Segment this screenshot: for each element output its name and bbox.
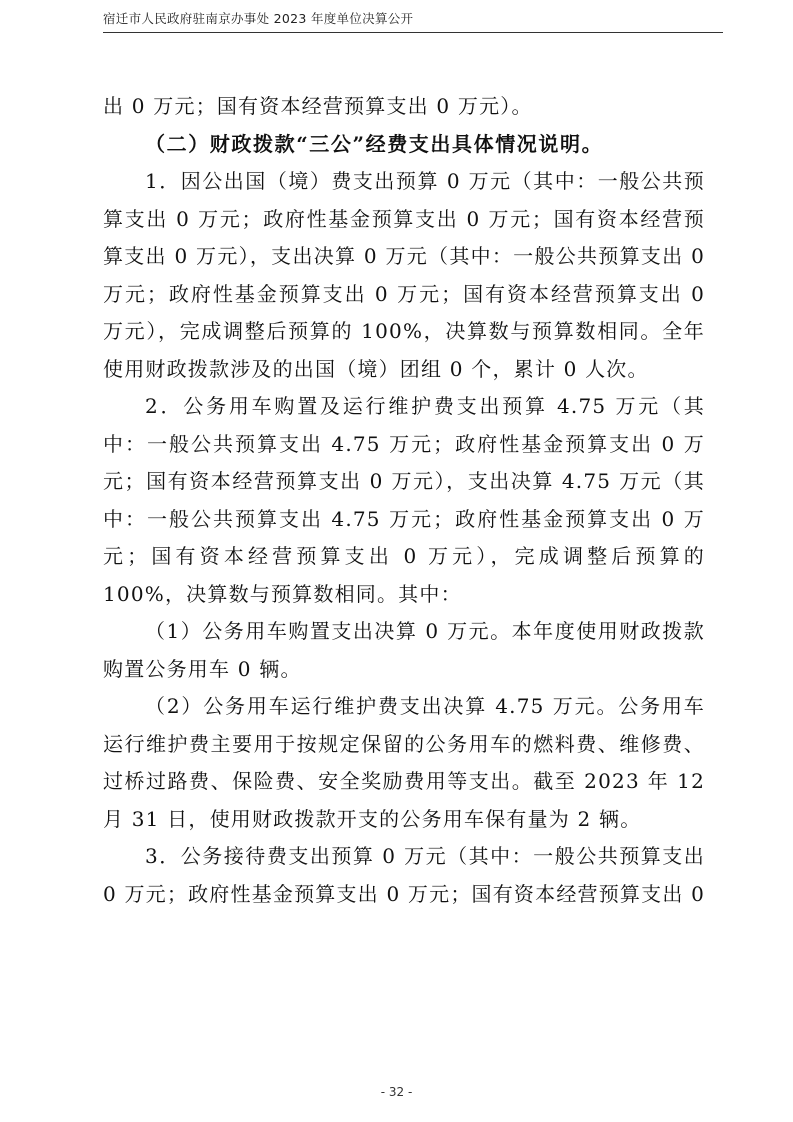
paragraph-vehicle-maintenance: （2）公务用车运行维护费支出决算 4.75 万元。公务用车运行维护费主要用于按规定保留的公务用车的燃料费、维修费、过桥过路费、保险费、安全奖励费用等支出。截至 2023 年 12 月 31 日，使用财政拨款开支的公务用车保有量为 2 辆。: [103, 694, 705, 831]
page-number: - 32 -: [380, 1085, 413, 1099]
document-body: [103, 88, 705, 913]
paragraph-overseas-travel: 1．因公出国（境）费支出预算 0 万元（其中：一般公共预算支出 0 万元；政府性基金预算支出 0 万元；国有资本经营预算支出 0 万元），支出决算 0 万元（其中：一般公共预算支出 0 万元；政府性基金预算支出 0 万元；国有资本经营预算支出 0 万元），完成调整后预算的 100%，决算数与预算数相同。全年使用财政拨款涉及的出国（境）团组 0 个，累计 0 人次。: [103, 169, 705, 381]
section-heading: （二）财政拨款“三公”经费支出具体情况说明。: [145, 131, 604, 156]
paragraph-vehicle-purchase: （1）公务用车购置支出决算 0 万元。本年度使用财政拨款购置公务用车 0 辆。: [103, 619, 705, 681]
header-divider: [103, 32, 723, 33]
paragraph-reception: 3．公务接待费支出预算 0 万元（其中：一般公共预算支出 0 万元；政府性基金预算支出 0 万元；国有资本经营预算支出 0: [103, 844, 706, 906]
document-header: 宿迁市人民政府驻南京办事处 2023 年度单位决算公开: [103, 11, 414, 26]
paragraph-official-vehicles: 2．公务用车购置及运行维护费支出预算 4.75 万元（其中：一般公共预算支出 4.75 万元；政府性基金预算支出 0 万元；国有资本经营预算支出 0 万元），支出决算 4.75 万元（其中：一般公共预算支出 4.75 万元；政府性基金预算支出 0 万元；国有资本经营预算支出 0 万元），完成调整后预算的 100%，决算数与预算数相同。其中：: [103, 394, 705, 606]
paragraph-continuation: 出 0 万元；国有资本经营预算支出 0 万元）。: [103, 94, 533, 118]
